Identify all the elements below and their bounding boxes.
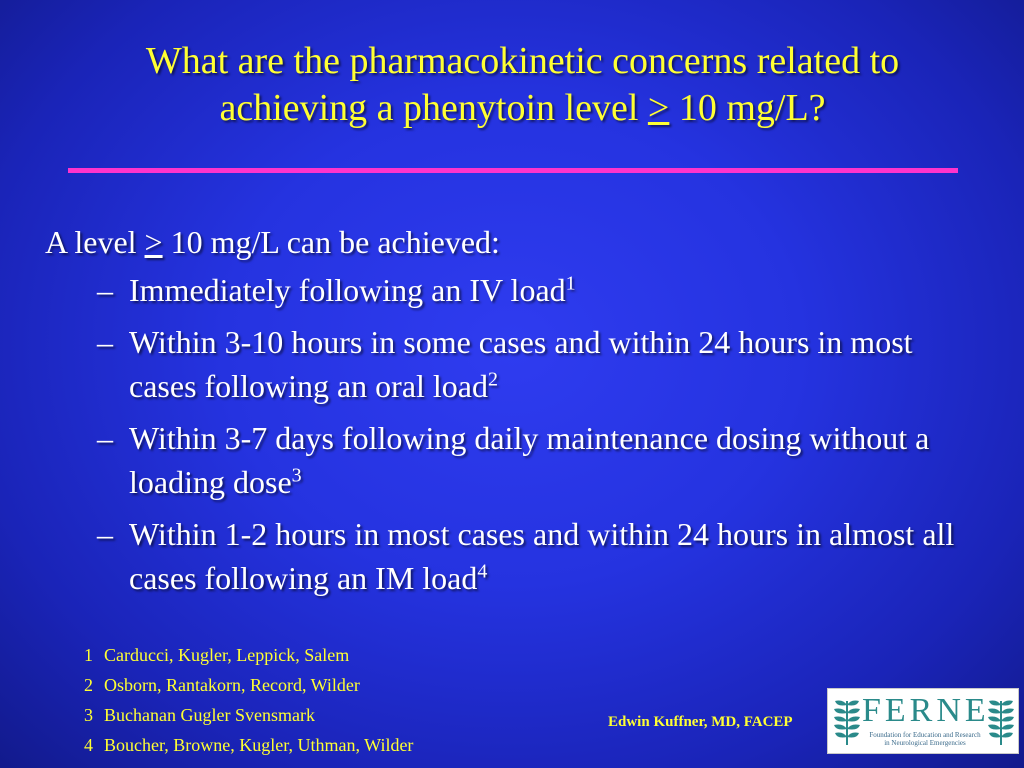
- bullet-list: [45, 268, 985, 600]
- reference-item: [84, 670, 413, 700]
- bullet-item: [45, 512, 985, 600]
- slide-title: [40, 38, 1005, 132]
- bullet-footnote-marker: 4: [477, 560, 488, 583]
- ferne-logo: [827, 688, 1019, 754]
- bullet-dash: –: [97, 272, 113, 308]
- bullet-text: Within 3-7 days following daily maintenance dosing without a loading dose: [129, 420, 930, 500]
- bullet-dash: –: [97, 516, 113, 552]
- reference-item: [84, 730, 413, 760]
- reference-text: Buchanan Gugler Svensmark: [104, 705, 315, 725]
- bullet-footnote-marker: 3: [291, 464, 302, 487]
- bullet-footnote-marker: 1: [565, 272, 576, 295]
- bullet-item: [45, 320, 985, 408]
- reference-number: 2: [84, 675, 93, 695]
- reference-item: [84, 700, 413, 730]
- right-leaf-icon: [986, 695, 1016, 747]
- reference-text: Osborn, Rantakorn, Record, Wilder: [104, 675, 360, 695]
- bullet-dash: –: [97, 324, 113, 360]
- bullet-text: Immediately following an IV load: [129, 272, 566, 308]
- logo-subtitle-line-1: Foundation for Education and Research: [869, 731, 981, 739]
- bullet-footnote-marker: 2: [488, 368, 498, 391]
- reference-number: 1: [84, 645, 93, 665]
- reference-text: Boucher, Browne, Kugler, Uthman, Wilder: [104, 735, 414, 755]
- reference-text: Carducci, Kugler, Leppick, Salem: [104, 645, 350, 665]
- title-line-2: [40, 85, 1005, 132]
- logo-subtitle: [858, 731, 992, 747]
- reference-number: 3: [84, 705, 93, 725]
- lead-gte-symbol: >: [144, 224, 163, 260]
- title-line-1: What are the pharmacokinetic concerns related to: [145, 40, 900, 82]
- logo-subtitle-line-2: in Neurological Emergencies: [884, 739, 966, 747]
- slide-body: [45, 220, 985, 608]
- lead-post: 10 mg/L can be achieved:: [162, 224, 500, 260]
- title-line-2-pre: achieving a phenytoin level: [219, 87, 648, 129]
- bullet-item: [45, 268, 985, 312]
- bullet-dash: –: [97, 420, 113, 456]
- logo-wordmark: FERNE: [862, 692, 990, 729]
- lead-statement: [45, 220, 985, 264]
- title-line-2-post: 10 mg/L?: [669, 87, 826, 129]
- title-divider: [68, 168, 958, 173]
- author-credit: Edwin Kuffner, MD, FACEP: [608, 714, 793, 730]
- reference-number: 4: [84, 735, 93, 755]
- bullet-text: Within 1-2 hours in most cases and within 24 hours in almost all cases following an IM load: [129, 516, 955, 596]
- title-gte-symbol: >: [647, 87, 670, 129]
- reference-list: [84, 640, 413, 760]
- bullet-item: [45, 416, 985, 504]
- bullet-text: Within 3-10 hours in some cases and within 24 hours in most cases following an oral load: [129, 324, 913, 404]
- lead-pre: A level: [45, 224, 145, 260]
- reference-item: [84, 640, 413, 670]
